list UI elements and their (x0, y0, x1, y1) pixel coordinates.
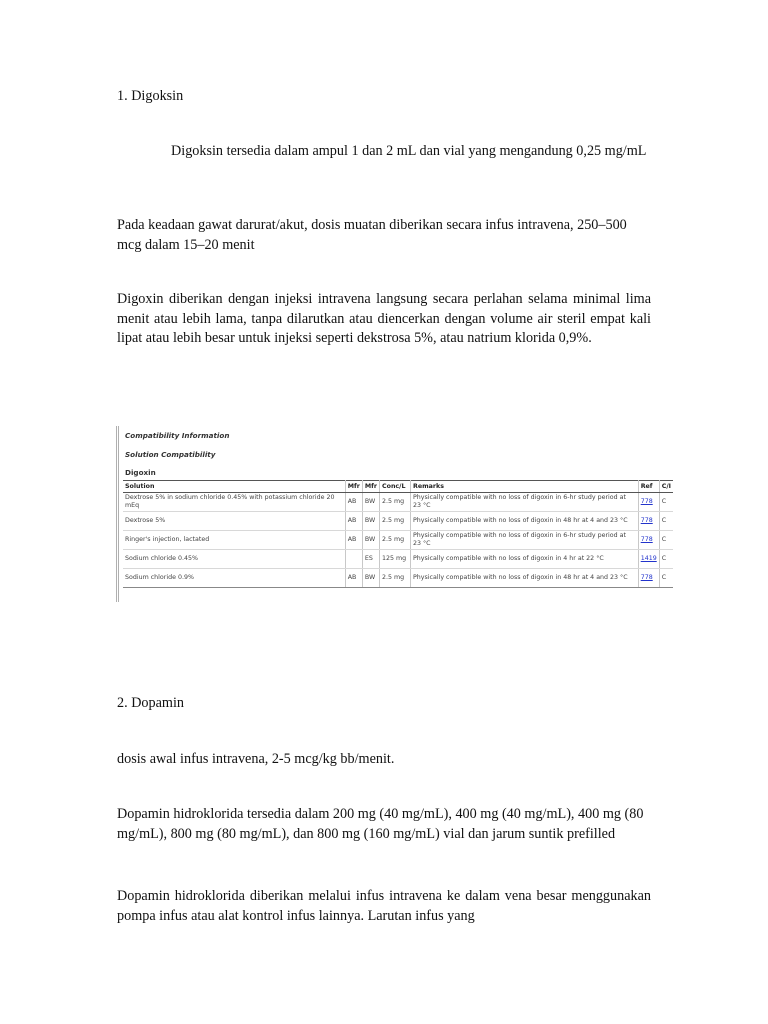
cell-mfr2: BW (362, 569, 379, 588)
compatibility-table (123, 480, 673, 588)
cell-solution: Dextrose 5% (123, 512, 345, 531)
cell-conc: 2.5 mg (380, 512, 411, 531)
ref-link[interactable]: 778 (640, 517, 653, 524)
ref-link[interactable]: 778 (640, 498, 653, 505)
dopamin-availability-paragraph: Dopamin hidroklorida tersedia dalam 200 mg (40 mg/mL), 400 mg (40 mg/mL), 400 mg (80 mg/mL), 800 mg (80 mg/mL), dan 800 mg (160 mg/mL) vial dan jarum suntik prefilled (117, 806, 644, 842)
cell-conc: 125 mg (380, 550, 411, 569)
section-heading-digoksin: 1. Digoksin (117, 88, 184, 104)
digoksin-availability-paragraph: Digoksin tersedia dalam ampul 1 dan 2 mL dan vial yang mengandung 0,25 mg/mL (171, 143, 647, 159)
cell-conc: 2.5 mg (380, 569, 411, 588)
column-header-ref: Ref (638, 481, 659, 493)
cell-ref (638, 531, 659, 550)
cell-remarks: Physically compatible with no loss of digoxin in 4 hr at 22 °C (410, 550, 638, 569)
cell-remarks: Physically compatible with no loss of digoxin in 6-hr study period at 23 °C (410, 531, 638, 550)
cell-remarks: Physically compatible with no loss of digoxin in 48 hr at 4 and 23 °C (410, 569, 638, 588)
cell-conc: 2.5 mg (380, 531, 411, 550)
cell-mfr1: AB (345, 493, 362, 512)
cell-remarks: Physically compatible with no loss of digoxin in 6-hr study period at 23 °C (410, 493, 638, 512)
compatibility-drug-name: Digoxin (125, 468, 156, 477)
table-row (123, 512, 673, 531)
digoksin-administration-paragraph: Digoxin diberikan dengan injeksi intravena langsung secara perlahan selama minimal lima menit atau lebih lama, tanpa dilarutkan atau diencerkan dengan volume air steril empat kali lipat atau lebih besar untuk injeksi seperti dekstrosa 5%, atau natrium klorida 0,9%. (117, 291, 651, 346)
table-row (123, 531, 673, 550)
cell-mfr2: BW (362, 531, 379, 550)
cell-mfr2: ES (362, 550, 379, 569)
cell-mfr1 (345, 550, 362, 569)
cell-remarks: Physically compatible with no loss of digoxin in 48 hr at 4 and 23 °C (410, 512, 638, 531)
compatibility-title: Compatibility Information (125, 431, 230, 440)
cell-ci: C (659, 550, 673, 569)
cell-ref (638, 550, 659, 569)
table-header-row (123, 481, 673, 493)
cell-mfr2: BW (362, 512, 379, 531)
cell-mfr2: BW (362, 493, 379, 512)
cell-ref (638, 493, 659, 512)
cell-ref (638, 512, 659, 531)
cell-mfr1: AB (345, 512, 362, 531)
cell-solution: Dextrose 5% in sodium chloride 0.45% with potassium chloride 20 mEq (123, 493, 345, 512)
digoksin-acute-dose-paragraph: Pada keadaan gawat darurat/akut, dosis muatan diberikan secara infus intravena, 250–500 mcg dalam 15–20 menit (117, 217, 627, 253)
cell-mfr1: AB (345, 569, 362, 588)
cell-solution: Sodium chloride 0.45% (123, 550, 345, 569)
section-heading-dopamin: 2. Dopamin (117, 695, 184, 711)
ref-link[interactable]: 1419 (640, 555, 657, 562)
compatibility-table-image (116, 426, 673, 602)
column-header-mfr: Mfr (362, 481, 379, 493)
compatibility-subtitle: Solution Compatibility (125, 450, 216, 459)
column-header-ci: C/I (659, 481, 673, 493)
ref-link[interactable]: 778 (640, 574, 653, 581)
cell-ci: C (659, 512, 673, 531)
cell-ci: C (659, 493, 673, 512)
dopamin-dose-paragraph: dosis awal infus intravena, 2-5 mcg/kg bb/menit. (117, 751, 395, 767)
cell-ref (638, 569, 659, 588)
ref-link[interactable]: 778 (640, 536, 653, 543)
cell-solution: Sodium chloride 0.9% (123, 569, 345, 588)
dopamin-administration-paragraph: Dopamin hidroklorida diberikan melalui infus intravena ke dalam vena besar menggunakan pompa infus atau alat kontrol infus lainnya. Larutan infus yang (117, 888, 651, 924)
cell-conc: 2.5 mg (380, 493, 411, 512)
column-header-remarks: Remarks (410, 481, 638, 493)
table-row (123, 550, 673, 569)
cell-ci: C (659, 569, 673, 588)
table-row (123, 569, 673, 588)
cell-ci: C (659, 531, 673, 550)
cell-mfr1: AB (345, 531, 362, 550)
column-header-mfr: Mfr (345, 481, 362, 493)
table-row (123, 493, 673, 512)
column-header-solution: Solution (123, 481, 345, 493)
column-header-conc: Conc/L (380, 481, 411, 493)
cell-solution: Ringer's injection, lactated (123, 531, 345, 550)
